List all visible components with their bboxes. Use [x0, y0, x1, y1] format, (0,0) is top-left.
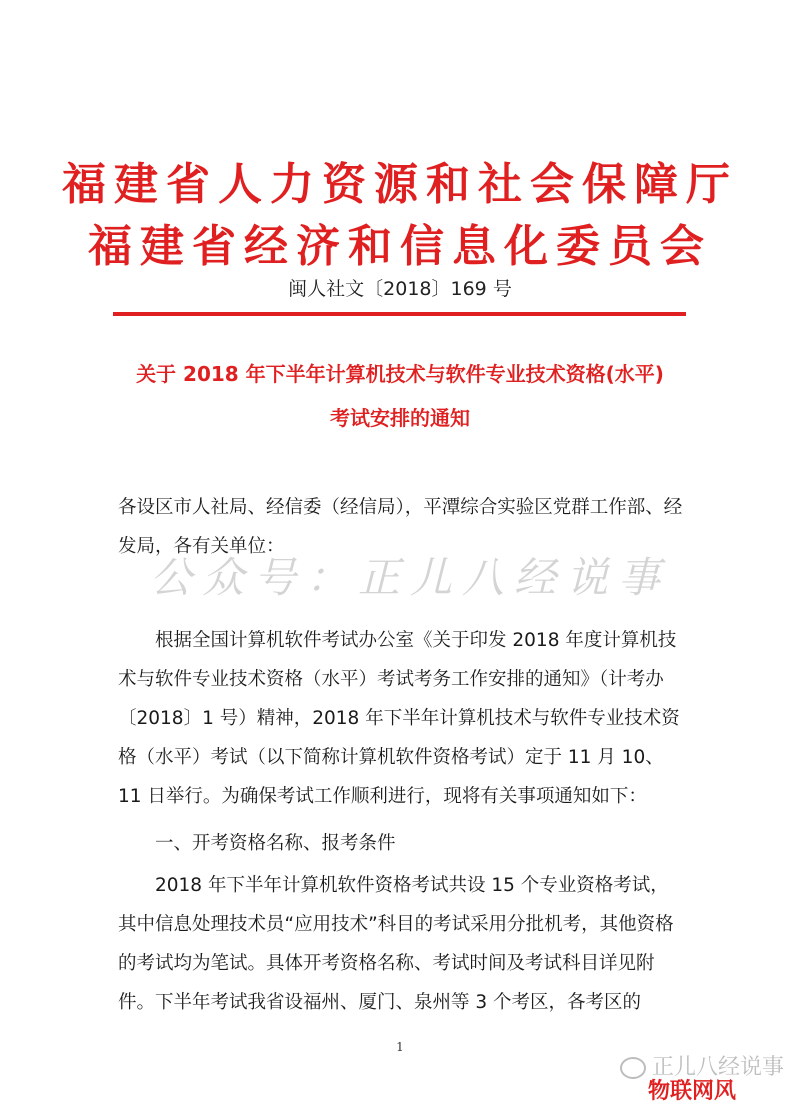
document-number: 闽人社文〔2018〕169 号 — [288, 278, 512, 300]
document-title-line-1: 关于 2018 年下半年计算机技术与软件专业技术资格(水平) — [136, 362, 664, 386]
section-heading-1: 一、开考资格名称、报考条件 — [155, 833, 396, 854]
wechat-icon — [620, 1057, 646, 1079]
red-divider — [113, 312, 686, 316]
addressees: 各设区市人社局、经信委（经信局），平潭综合实验区党群工作部、经发局，各有关单位： — [118, 497, 683, 557]
issuer-line-1: 福建省人力资源和社会保障厅 — [62, 159, 738, 210]
paragraph-1: 根据全国计算机软件考试办公室《关于印发 2018 年度计算机技术与软件专业技术资格（水平）考试考务工作安排的通知》（计考办〔2018〕1 号）精神，2018 年下半年计算机技术与软件专业技术资格（水平）考试（以下简称计算机软件资格考试）定于 11 月 10、11 日举行。为确保考试工作顺利进行，现将有关事项通知如下： — [118, 630, 680, 807]
paragraph-2: 2018 年下半年计算机软件资格考试共设 15 个专业资格考试，其中信息处理技术员“应用技术”科目的考试采用分批机考，其他资格的考试均为笔试。具体开考资格名称、考试时间及考试科目详见附件。下半年考试我省设福州、厦门、泉州等 3 个考区，各考区的 — [118, 875, 674, 1013]
brand-watermark: 物联网风 — [648, 1079, 737, 1104]
watermark: 公众号：正儿八经说事 — [150, 553, 671, 602]
page-number: 1 — [396, 1040, 404, 1054]
wechat-account: 正儿八经说事 — [652, 1055, 785, 1080]
issuer-line-2: 福建省经济和信息化委员会 — [88, 221, 712, 272]
document-title-line-2: 考试安排的通知 — [330, 406, 470, 430]
